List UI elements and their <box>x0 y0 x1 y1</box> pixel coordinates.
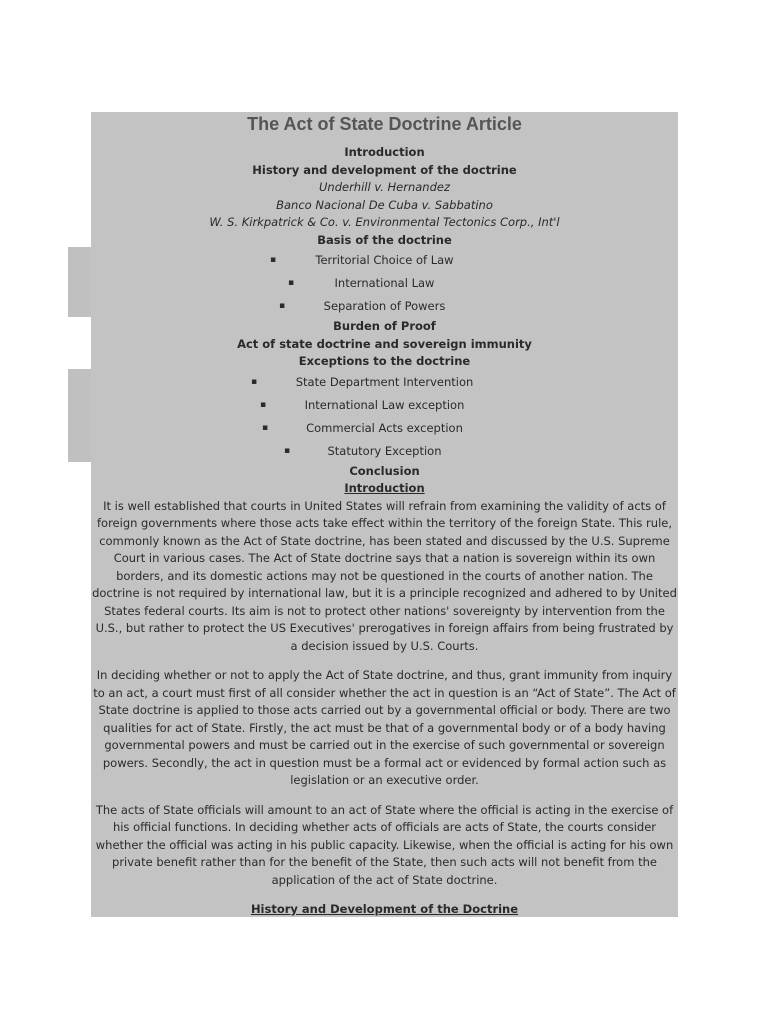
toc-exception-item-label: Commercial Acts exception <box>306 420 463 435</box>
toc-exception-item-3[interactable] <box>91 417 678 440</box>
toc-case-3[interactable]: W. S. Kirkpatrick & Co. v. Environmental Tectonics Corp., Int'l <box>209 215 560 229</box>
toc-sovereign[interactable]: Act of state doctrine and sovereign immunity <box>237 336 532 351</box>
bullet-icon: ▪ <box>270 255 277 265</box>
toc-exception-item-1[interactable] <box>91 371 678 394</box>
toc-exception-item-2[interactable] <box>91 394 678 417</box>
bullet-icon: ▪ <box>288 278 295 288</box>
toc-basis-heading[interactable]: Basis of the doctrine <box>317 232 452 247</box>
toc-burden[interactable]: Burden of Proof <box>333 319 436 333</box>
toc-exception-item-label: State Department Intervention <box>295 374 474 389</box>
toc-basis-item-label: International Law <box>334 276 435 290</box>
bullet-icon: ▪ <box>262 422 269 433</box>
section-heading-introduction: Introduction <box>344 481 425 495</box>
body-paragraph-2: In deciding whether or not to apply the Act of State doctrine, and thus, grant immunity from inquiry to an act, a court must first of all consider whether the act in question is an “Act of State”. The Act of State doctrine is applied to those acts carried out by a governmental official or body. There are two qualities for act of State. Firstly, the act must be that of a governmental body or of a body having governmental powers and must be carried out in the exercise of such governmental or sovereign powers. Secondly, the act in question must be a formal act or evidenced by formal action such as legislation or an executive order. <box>93 668 676 787</box>
document-page <box>91 112 678 917</box>
toc-history-heading[interactable]: History and development of the doctrine <box>252 162 517 177</box>
toc-conclusion[interactable]: Conclusion <box>349 463 420 478</box>
body-paragraph-1: It is well established that courts in United States will refrain from examining the validity of acts of foreign governments where those acts take effect within the territory of the foreign State. This rule, commonly known as the Act of State doctrine, has been stated and discussed by the U.S. Supreme Court in various cases. The Act of State doctrine says that a nation is sovereign within its own borders, and its domestic actions may not be questioned in the courts of another nation. The doctrine is not required by international law, but it is a principle recognized and adhered to by United States federal courts. Its aim is not to protect other nations' sovereignty by intervention from the U.S., but rather to protect the US Executives' prerogatives in foreign affairs from being frustrated by a decision issued by U.S. Courts. <box>92 498 677 653</box>
toc-exception-item-4[interactable] <box>91 440 678 463</box>
table-of-contents <box>91 137 678 480</box>
bullet-icon: ▪ <box>251 376 258 387</box>
section-heading-history: History and Development of the Doctrine <box>250 902 519 916</box>
toc-case-1[interactable]: Underhill v. Hernandez <box>318 180 450 194</box>
page-edge-block-2 <box>68 369 92 462</box>
toc-basis-item-label: Separation of Powers <box>323 299 446 313</box>
toc-basis-item-1[interactable] <box>91 249 678 272</box>
toc-case-2[interactable]: Banco Nacional De Cuba v. Sabbatino <box>276 197 493 212</box>
toc-introduction[interactable]: Introduction <box>344 145 425 159</box>
page-edge-block-1 <box>68 247 92 317</box>
toc-basis-item-2[interactable] <box>91 272 678 295</box>
toc-basis-item-label: Territorial Choice of Law <box>315 253 454 267</box>
bullet-icon: ▪ <box>284 445 291 456</box>
body-paragraph-3: The acts of State officials will amount to an act of State where the official is acting in the exercise of his official functions. In deciding whether acts of officials are acts of State, the courts consider whether the official was acting in his public capacity. Likewise, when the official is acting for his own private benefit rather than for the benefit of the State, then such acts will not benefit from the application of the act of State doctrine. <box>95 802 674 887</box>
toc-exception-item-label: International Law exception <box>304 397 465 412</box>
bullet-icon: ▪ <box>279 301 286 311</box>
toc-exception-item-label: Statutory Exception <box>327 443 442 458</box>
bullet-icon: ▪ <box>260 399 267 410</box>
toc-exceptions-heading[interactable]: Exceptions to the doctrine <box>298 354 471 368</box>
toc-basis-item-3[interactable] <box>91 295 678 318</box>
document-title: The Act of State Doctrine Article <box>247 114 522 134</box>
